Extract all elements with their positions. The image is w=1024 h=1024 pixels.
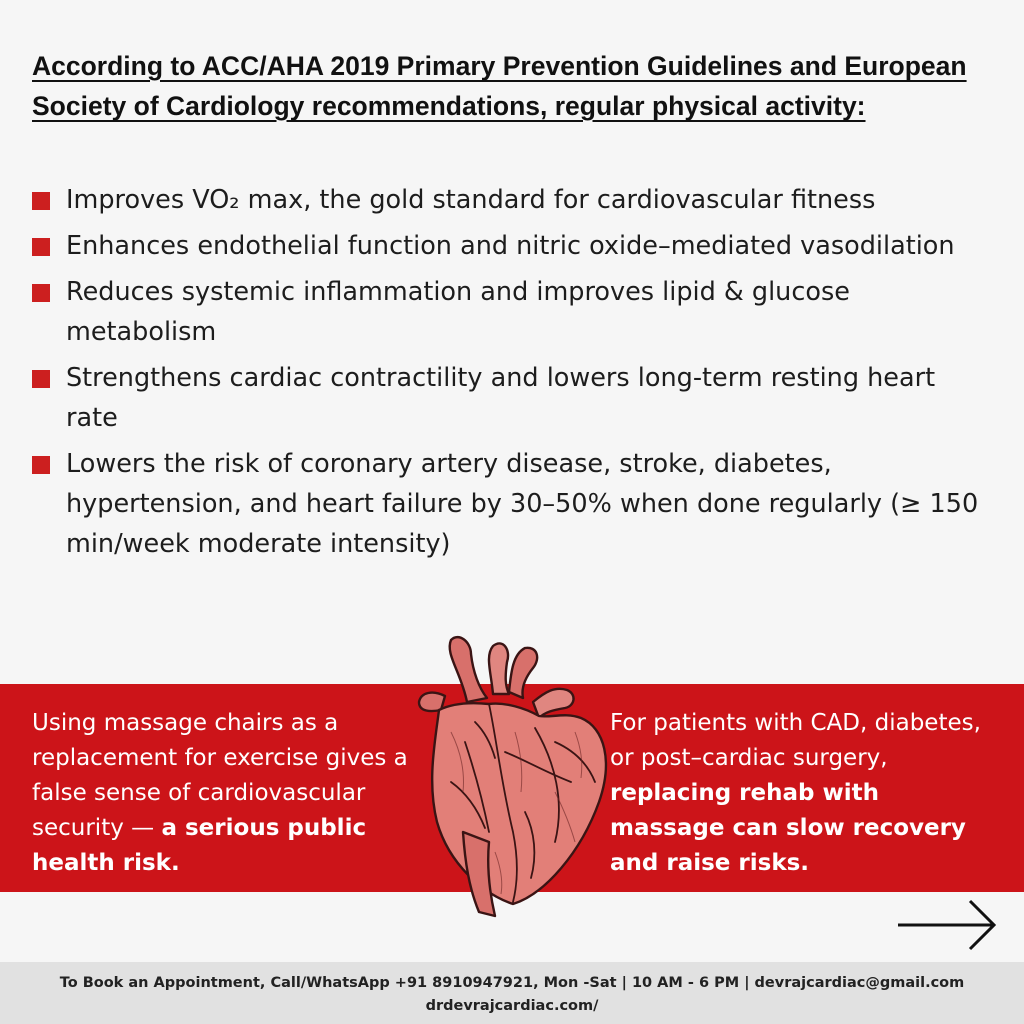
band-left-emphasis: a serious public health risk. xyxy=(32,815,367,876)
band-right-emphasis: replacing rehab with massage can slow recovery and raise risks. xyxy=(610,780,966,876)
bullet-text: Strengthens cardiac contractility and lowers long-term resting heart rate xyxy=(66,363,936,433)
anatomical-heart-icon xyxy=(405,632,630,922)
bullet-text: Reduces systemic inflammation and improves lipid & glucose metabolism xyxy=(66,277,850,347)
right-arrow-icon[interactable] xyxy=(896,896,1000,954)
footer-bar xyxy=(0,962,1024,1024)
band-left-plain: Using massage chairs as a replacement for exercise gives a false sense of cardiovascular security — xyxy=(32,710,408,841)
bullet-square-icon xyxy=(32,456,50,474)
benefits-list xyxy=(32,180,992,570)
bullet-square-icon xyxy=(32,370,50,388)
band-left-text xyxy=(32,706,432,881)
list-item xyxy=(32,358,992,438)
list-item xyxy=(32,444,992,564)
band-right-plain: For patients with CAD, diabetes, or post–cardiac surgery, xyxy=(610,710,981,771)
bullet-square-icon xyxy=(32,192,50,210)
bullet-square-icon xyxy=(32,284,50,302)
bullet-text: Lowers the risk of coronary artery disease, stroke, diabetes, hypertension, and heart failure by 30–50% when done regularly (≥ 150 min/week moderate intensity) xyxy=(66,449,979,559)
list-item xyxy=(32,180,992,220)
bullet-square-icon xyxy=(32,238,50,256)
footer-website-link[interactable]: drdevrajcardiac.com/ xyxy=(425,998,599,1014)
bullet-text: Enhances endothelial function and nitric oxide–mediated vasodilation xyxy=(66,231,955,261)
headline-text: According to ACC/AHA 2019 Primary Prevention Guidelines and European Society of Cardiology recommendations, regular physical activity: xyxy=(32,51,967,121)
bullet-text: Improves VO₂ max, the gold standard for cardiovascular fitness xyxy=(66,185,876,215)
list-item xyxy=(32,226,992,266)
headline xyxy=(32,46,992,126)
band-right-text xyxy=(610,706,1000,881)
footer-contact: To Book an Appointment, Call/WhatsApp +91 8910947921, Mon -Sat | 10 AM - 6 PM | devrajcardiac@gmail.com xyxy=(59,975,965,991)
list-item xyxy=(32,272,992,352)
